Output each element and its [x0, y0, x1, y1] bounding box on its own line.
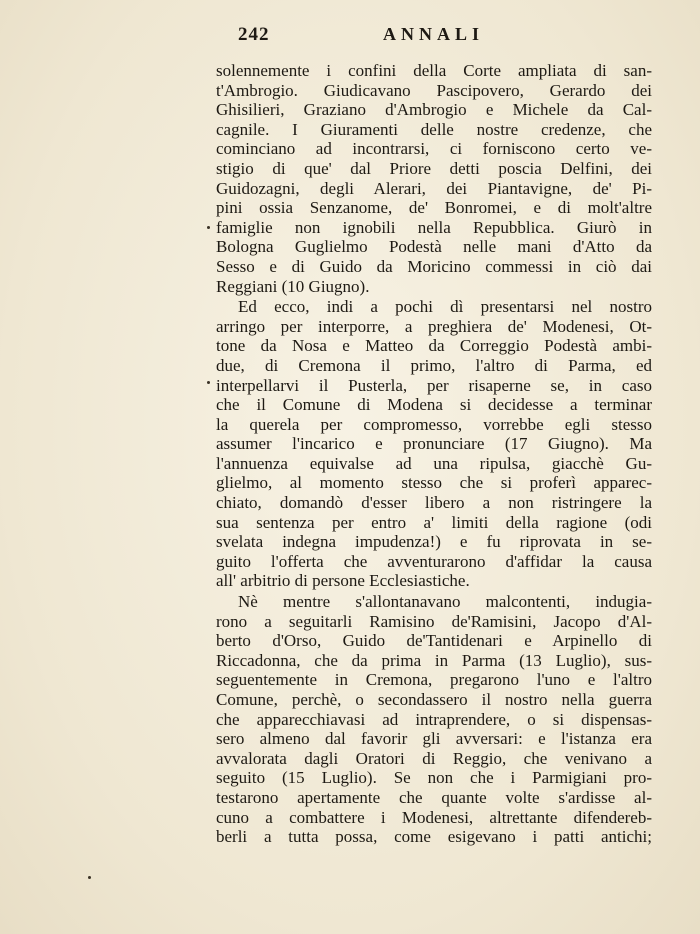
text-line: berli a tutta possa, come esigevano i patti antichi; [216, 827, 652, 847]
text-line: pini ossia Senzanome, de' Bonromei, e di molt'altre [216, 198, 652, 218]
text-line: cuno a combattere i Modenesi, altrettante difendereb- [216, 807, 652, 827]
text-line: chiato, domandò d'esser libero a non ristringere la [216, 493, 652, 513]
text-line: Guidozagni, degli Alerari, dei Piantavigne, de' Pi- [216, 178, 652, 198]
text-line: glielmo, al momento stesso che si proferì apparec- [216, 473, 652, 493]
text-line: guito l'offerta che avventurarono d'affidar la causa [216, 551, 652, 571]
text-line: avvalorata dagli Oratori di Reggio, che venivano a [216, 748, 652, 768]
page-number: 242 [238, 24, 270, 45]
text-line: rono a seguitarli Ramisino de'Ramisini, Jacopo d'Al- [216, 611, 652, 631]
paragraph-first-line: Ed ecco, indi a pochi dì presentarsi nel nostro [238, 297, 652, 317]
text-line: seguito (15 Luglio). Se non che i Parmigiani pro- [216, 768, 652, 788]
text-line: cagnile. I Giuramenti delle nostre credenze, che [216, 119, 652, 139]
text-line: sero almeno dal favorir gli avversari: e l'istanza era [216, 729, 652, 749]
text-line: Sesso e di Guido da Moricino commessi in ciò dai [216, 256, 652, 276]
body-text [216, 61, 652, 847]
ink-speck [207, 381, 210, 384]
text-line: tone da Nosa e Matteo da Correggio Podestà ambi- [216, 336, 652, 356]
text-line: due, di Cremona il primo, l'altro di Parma, ed [216, 355, 652, 375]
text-line: solennemente i confini della Corte ampliata di san- [216, 61, 652, 80]
text-line: svelata indegna impudenza!) e fu riprovata in se- [216, 532, 652, 552]
text-line: interpellarvi il Pusterla, per risaperne se, in caso [216, 375, 652, 395]
text-line: Reggiani (10 Giugno). [216, 276, 370, 296]
paragraph-first-line: Nè mentre s'allontanavano malcontenti, indugia- [238, 592, 652, 612]
text-line: cominciano ad incontrarsi, ci forniscono certo ve- [216, 139, 652, 159]
text-line: assumer l'incarico e pronunciare (17 Giugno). Ma [216, 434, 652, 454]
text-line: arringo per interporre, a preghiera de' Modenesi, Ot- [216, 316, 652, 336]
running-title: ANNALI [383, 24, 485, 44]
ink-speck [88, 876, 91, 879]
text-line: Bologna Guglielmo Podestà nelle mani d'Atto da [216, 237, 652, 257]
text-line: Riccadonna, che da prima in Parma (13 Luglio), sus- [216, 650, 652, 670]
ink-speck [207, 226, 210, 229]
text-line: all' arbitrio di persone Ecclesiastiche. [216, 571, 470, 591]
text-line: che il Comune di Modena si decidesse a terminar [216, 395, 652, 415]
text-line: testarono apertamente che quante volte s'ardisse al- [216, 787, 652, 807]
text-line: berto d'Orso, Guido de'Tantidenari e Arpinello di [216, 631, 652, 651]
text-line: Comune, perchè, o secondassero il nostro nella guerra [216, 690, 652, 709]
text-line: la querela per compromesso, vorrebbe egli stesso [216, 414, 652, 434]
text-line: l'annuenza equivalse ad una ripulsa, giacchè Gu- [216, 453, 652, 473]
running-head [238, 24, 498, 48]
text-line: che apparecchiavasi ad intraprendere, o si dispensas- [216, 709, 652, 729]
text-line: stigio di que' dal Priore detti poscia Delfini, dei [216, 158, 652, 178]
text-line: t'Ambrogio. Giudicavano Pascipovero, Gerardo dei [216, 80, 652, 100]
text-line: seguentemente in Cremona, pregarono l'uno e l'altro [216, 670, 652, 690]
text-line: sua sentenza per entro a' limiti della ragione (odi [216, 512, 652, 532]
text-line: Ghisilieri, Graziano d'Ambrogio e Michele da Cal- [216, 100, 652, 120]
text-line: famiglie non ignobili nella Repubblica. Giurò in [216, 217, 652, 237]
